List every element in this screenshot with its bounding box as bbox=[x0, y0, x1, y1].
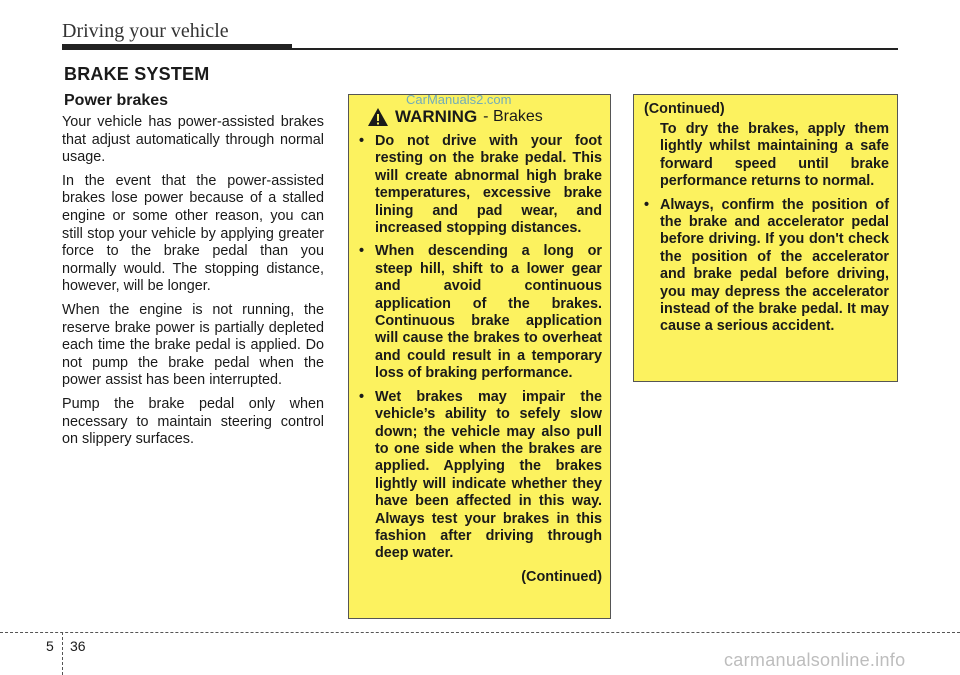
section-title: BRAKE SYSTEM bbox=[64, 64, 210, 84]
paragraph: Your vehicle has power-assisted brakes that adjust automatically through normal usage. bbox=[62, 114, 324, 166]
paragraph: When the engine is not running, the reserve brake power is partially depleted each time the brake pedal is applied. Do not pump the brake pedal when the power assist has been interrupted. bbox=[62, 301, 324, 389]
bullet: • bbox=[359, 388, 365, 405]
warning-box-continued bbox=[633, 94, 898, 382]
warning-word: WARNING bbox=[395, 107, 478, 126]
continuation-text: To dry the brakes, apply them lightly whilst maintaining a safe forward speed until brake performance returns to normal. bbox=[660, 121, 889, 190]
list-item-text: Always, confirm the position of the brake and accelerator pedal before driving. If you don't check the position of the accelerator and brake pedal before driving, you may depress the accelerator instead of the brake pedal. It may cause a serious accident. bbox=[660, 196, 889, 335]
page-number: 36 bbox=[70, 638, 86, 654]
sub-heading: Power brakes bbox=[64, 92, 169, 109]
list-item-text: Do not drive with your foot resting on the brake pedal. This will create abnormal high brake temperatures, excessive brake lining and pad wear, and increased stopping distances. bbox=[375, 133, 602, 237]
continued-header: (Continued) bbox=[644, 101, 725, 117]
warning-topic: - Brakes bbox=[483, 108, 543, 125]
paragraph: Pump the brake pedal only when necessary to maintain steering control on slippery surfaces. bbox=[62, 395, 324, 448]
header-bar bbox=[62, 44, 292, 50]
warning-header bbox=[367, 107, 602, 127]
warning-triangle-icon bbox=[367, 107, 389, 127]
warning-list bbox=[359, 133, 602, 563]
header-rule bbox=[292, 48, 898, 50]
list-item bbox=[359, 389, 602, 563]
list-item-text: When descending a long or steep hill, shift to a lower gear and avoid continuous application of the brakes. Continuous brake application will cause the brakes to overheat and could result in a temporary loss of braking performance. bbox=[375, 243, 602, 382]
chapter-number: 5 bbox=[46, 638, 54, 654]
bullet: • bbox=[359, 243, 365, 260]
body-text bbox=[62, 114, 324, 455]
bullet: • bbox=[644, 196, 650, 213]
warning-list-continued bbox=[644, 197, 889, 336]
footer-rule bbox=[0, 632, 960, 633]
list-item bbox=[359, 133, 602, 237]
list-item bbox=[644, 197, 889, 336]
chapter-title: Driving your vehicle bbox=[62, 20, 229, 42]
list-item-text: Wet brakes may impair the vehicle’s ability to sefely slow down; the vehicle may also pull to one side when the brakes are applied. Applying the brakes lightly will indicate whether they have been affected in this way. Always test your brakes in this fashion after driving through deep water. bbox=[375, 388, 602, 562]
footer-divider bbox=[62, 632, 63, 675]
warning-box bbox=[348, 94, 611, 619]
list-item bbox=[359, 243, 602, 382]
paragraph: In the event that the power-assisted brakes lose power because of a stalled engine or some other reason, you can still stop your vehicle by applying greater force to the brake pedal than you normally would. The stopping distance, however, will be longer. bbox=[62, 172, 324, 295]
watermark-top: CarManuals2.com bbox=[406, 92, 512, 107]
continued-label: (Continued) bbox=[521, 568, 602, 585]
watermark-bottom: carmanualsonline.info bbox=[724, 650, 906, 670]
bullet: • bbox=[359, 133, 365, 149]
